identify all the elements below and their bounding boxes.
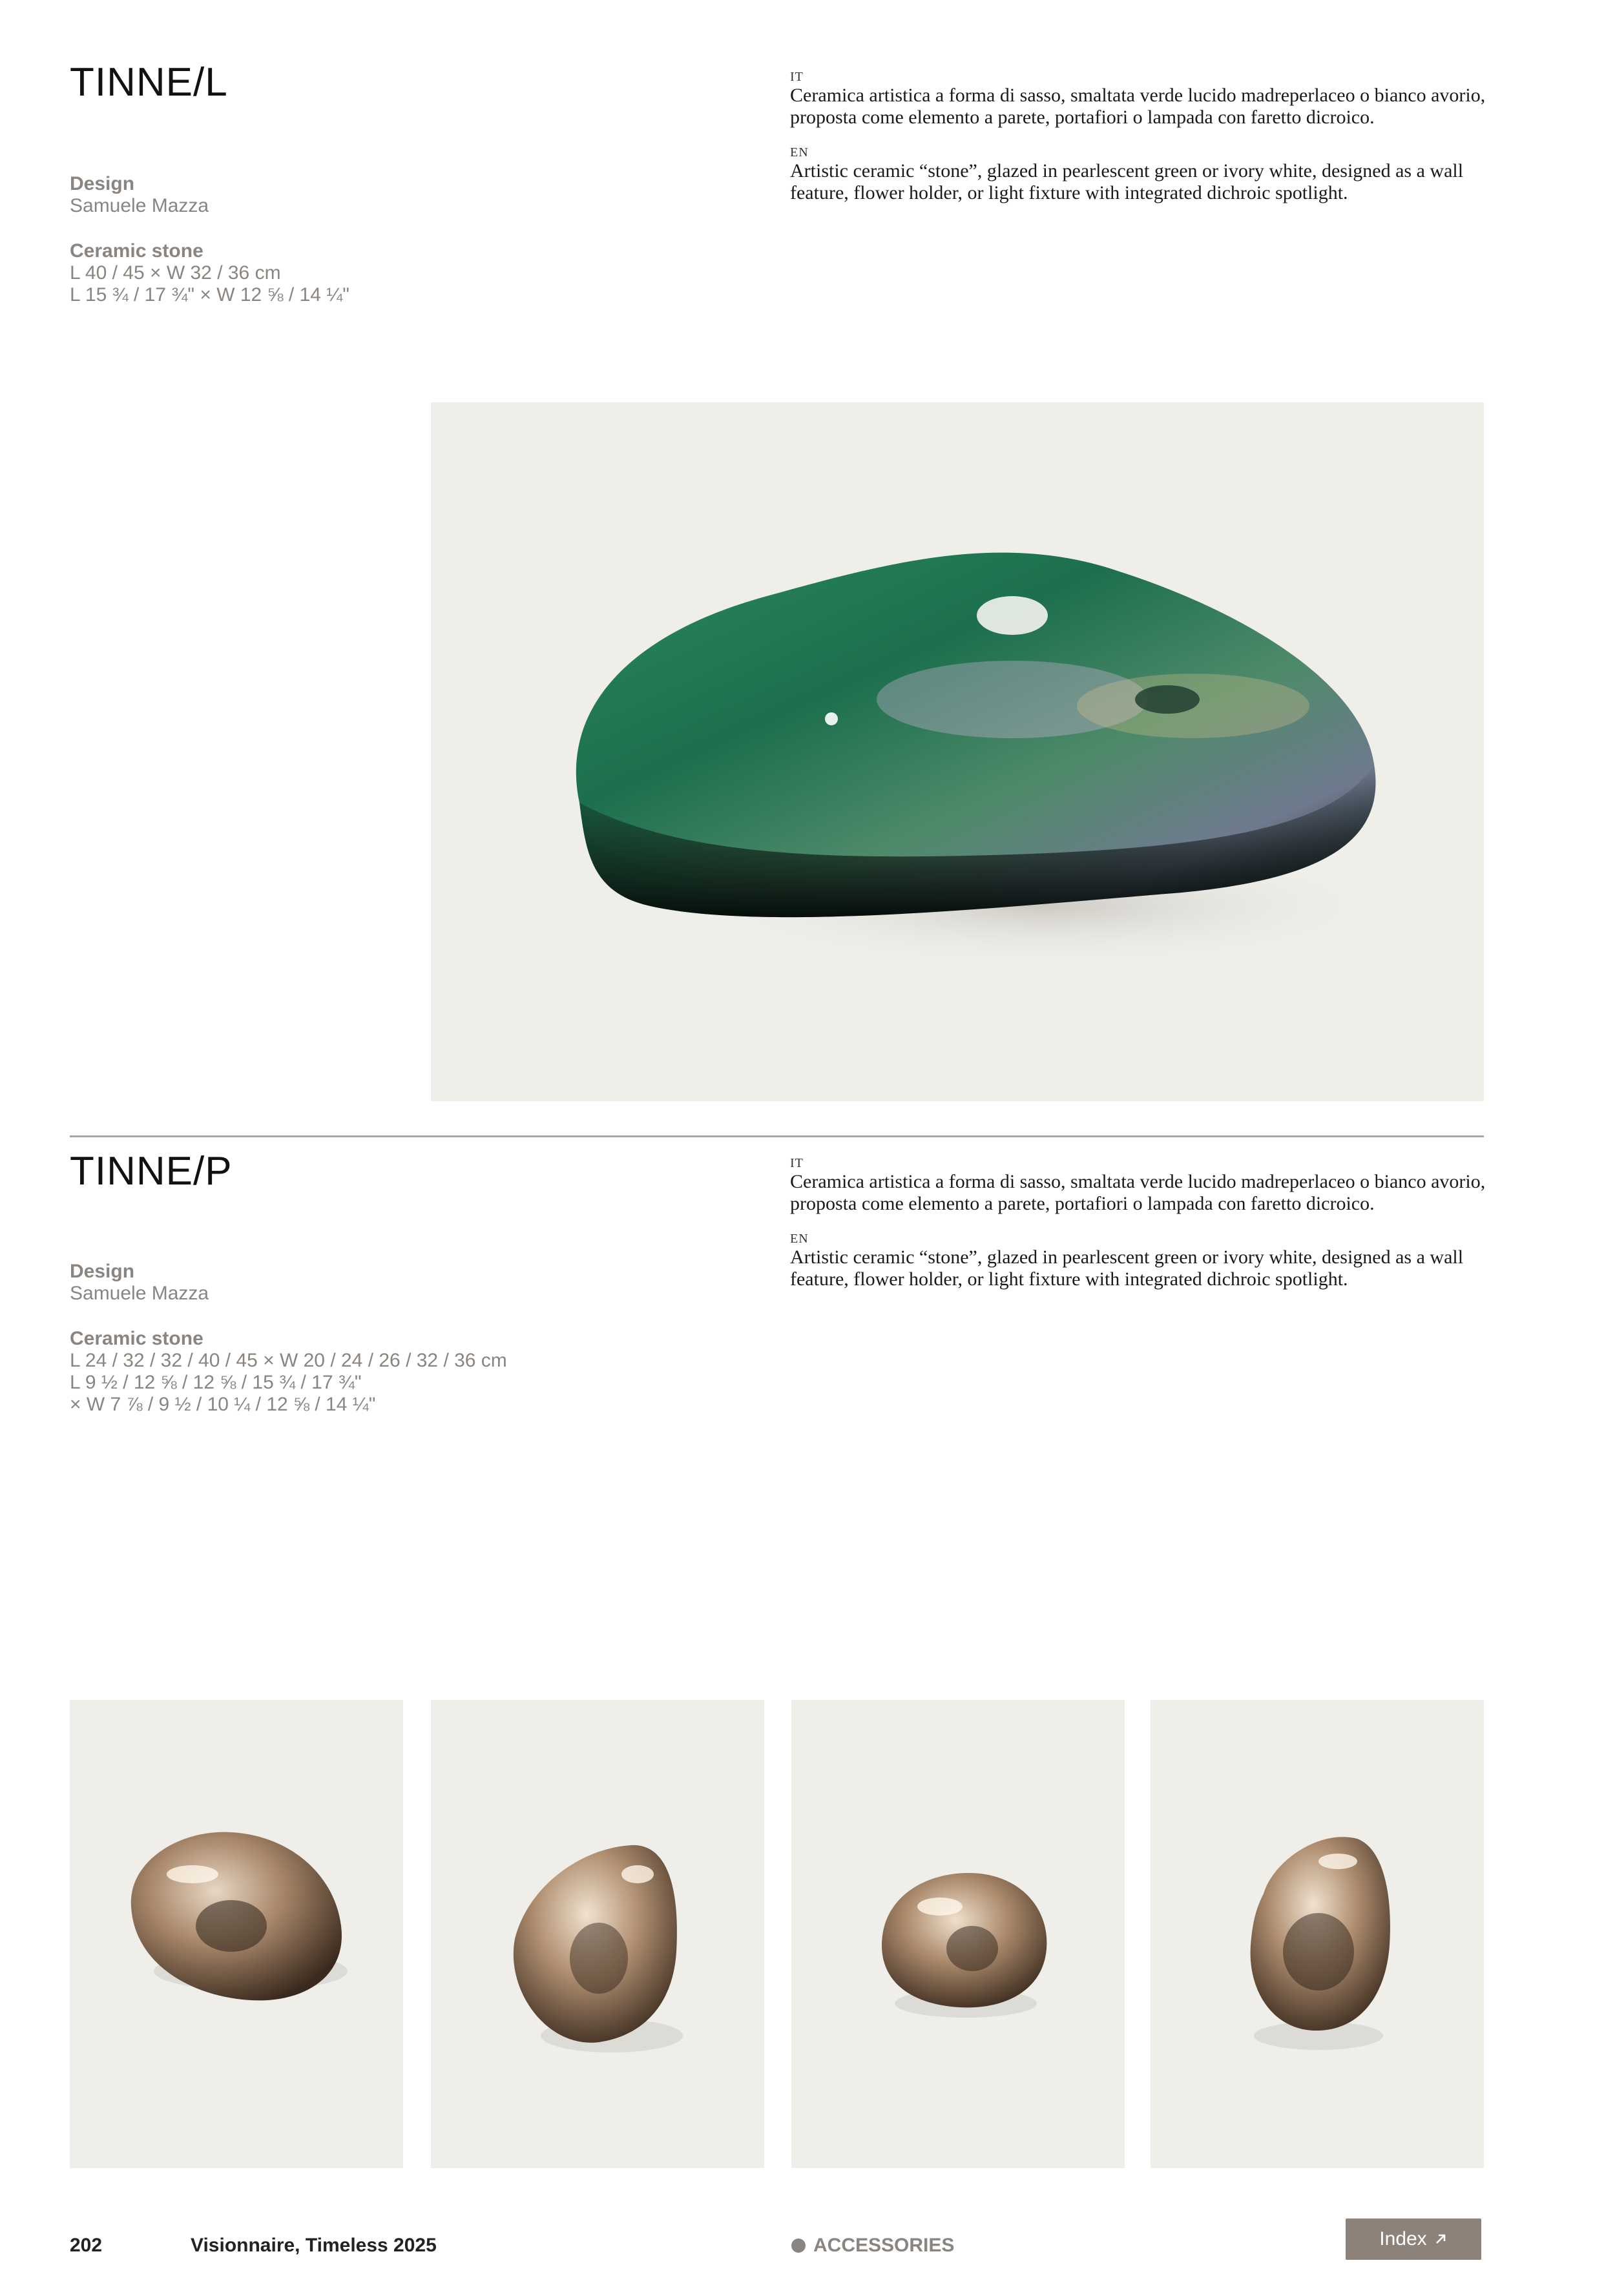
section-divider xyxy=(70,1135,1484,1137)
product-specs-tinne-l xyxy=(70,173,349,306)
product-photo-tinne-p-4 xyxy=(1151,1700,1484,2168)
green-stone-image xyxy=(431,402,1484,1101)
bronze-stone-image xyxy=(431,1700,764,2168)
lang-label-en: EN xyxy=(790,145,809,160)
page-number: 202 xyxy=(70,2235,103,2256)
product-description-tinne-l xyxy=(790,70,1488,204)
arrow-up-right-icon xyxy=(1433,2232,1448,2246)
index-button-label: Index xyxy=(1379,2228,1427,2249)
lang-label-it: IT xyxy=(790,70,804,84)
bronze-stone-image xyxy=(1151,1700,1484,2168)
dimension-line: L 40 / 45 × W 32 / 36 cm xyxy=(70,262,281,284)
dimension-line: L 9 ½ / 12 ⅝ / 12 ⅝ / 15 ¾ / 17 ¾" xyxy=(70,1372,362,1393)
design-label: Design xyxy=(70,173,135,194)
product-photo-tinne-p-1 xyxy=(70,1700,403,2168)
category-label[interactable] xyxy=(791,2235,954,2257)
design-label: Design xyxy=(70,1261,135,1282)
description-en: Artistic ceramic “stone”, glazed in pearlescent green or ivory white, designed as a wall feature, flower holder, or light fixture with integrated dichroic spotlight. xyxy=(790,160,1464,203)
product-photo-tinne-l xyxy=(431,402,1484,1101)
description-it: Ceramica artistica a forma di sasso, smaltata verde lucido madreperlaceo o bianco avorio, proposta come elemento a parete, portafiori o lampada con faretto dicroico. xyxy=(790,1171,1486,1214)
category-dot-icon xyxy=(791,2239,806,2253)
dimension-line: L 15 ¾ / 17 ¾" × W 12 ⅝ / 14 ¼" xyxy=(70,284,349,305)
bronze-stone-image xyxy=(70,1700,403,2168)
material-label: Ceramic stone xyxy=(70,1328,203,1349)
description-en: Artistic ceramic “stone”, glazed in pearlescent green or ivory white, designed as a wall feature, flower holder, or light fixture with integrated dichroic spotlight. xyxy=(790,1246,1464,1290)
description-it: Ceramica artistica a forma di sasso, smaltata verde lucido madreperlaceo o bianco avorio, proposta come elemento a parete, portafiori o lampada con faretto dicroico. xyxy=(790,85,1486,128)
designer-name: Samuele Mazza xyxy=(70,195,209,216)
product-specs-tinne-p xyxy=(70,1261,507,1416)
bronze-stone-image xyxy=(791,1700,1125,2168)
lang-label-it: IT xyxy=(790,1156,804,1170)
lang-label-en: EN xyxy=(790,1232,809,1246)
product-title-tinne-l: TINNE/L xyxy=(70,60,228,105)
dimension-line: × W 7 ⅞ / 9 ½ / 10 ¼ / 12 ⅝ / 14 ¼" xyxy=(70,1394,376,1415)
category-text: ACCESSORIES xyxy=(813,2235,955,2256)
material-label: Ceramic stone xyxy=(70,240,203,262)
product-photo-tinne-p-3 xyxy=(791,1700,1125,2168)
index-button[interactable] xyxy=(1346,2218,1481,2260)
product-description-tinne-p xyxy=(790,1156,1488,1290)
product-title-tinne-p: TINNE/P xyxy=(70,1149,233,1194)
designer-name: Samuele Mazza xyxy=(70,1283,209,1304)
product-photo-tinne-p-2 xyxy=(431,1700,764,2168)
dimension-line: L 24 / 32 / 32 / 40 / 45 × W 20 / 24 / 26 / 32 / 36 cm xyxy=(70,1350,507,1371)
publication-title: Visionnaire, Timeless 2025 xyxy=(191,2235,437,2256)
